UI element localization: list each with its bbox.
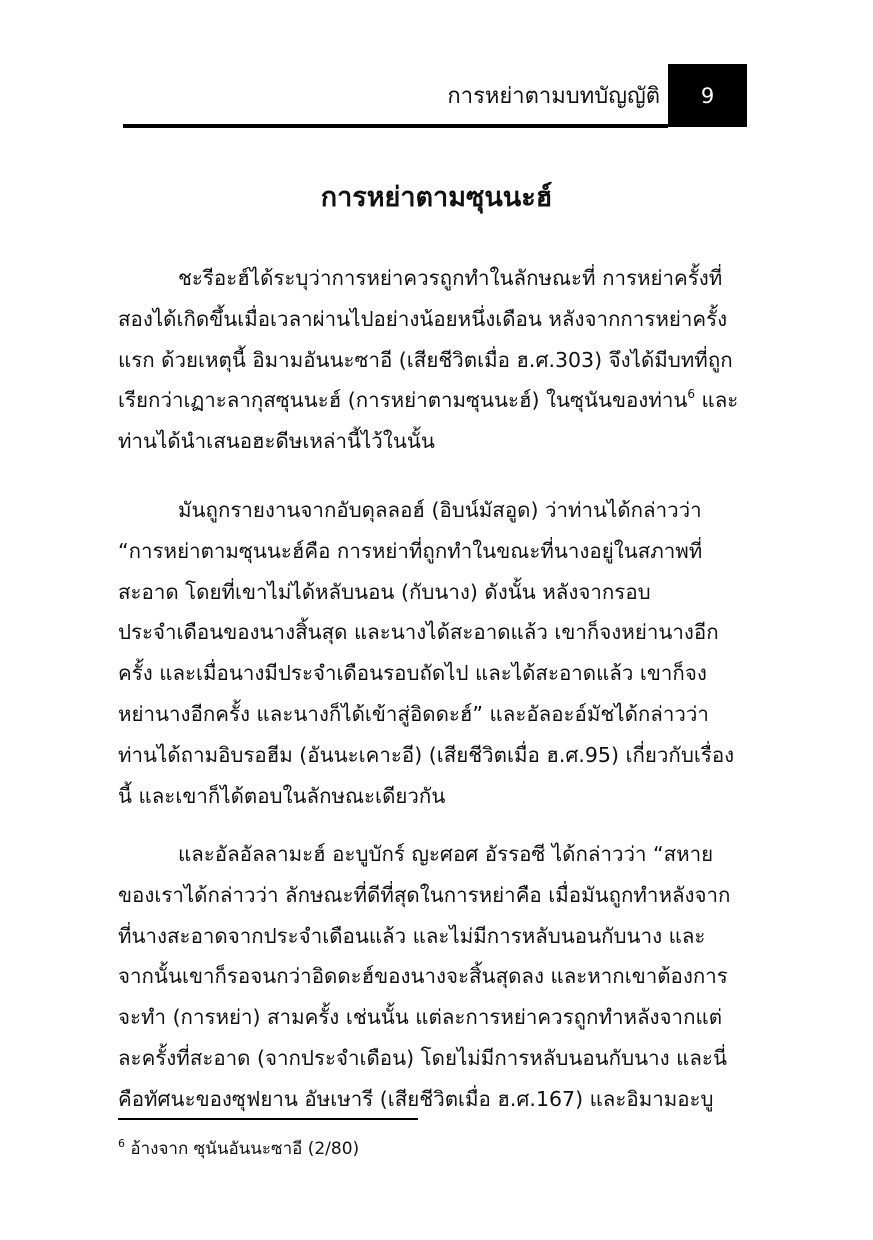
paragraph-line: จะทำ (การหย่า) สามครั้ง เช่นนั้น แต่ละการหย่าควรถูกทำหลังจากแต่ <box>118 1005 723 1030</box>
paragraph-line-with-footnote <box>118 380 755 421</box>
paragraph-line: และอัลอัลลามะฮ์ อะบูบักร์ ญะศอศ อัรรอซี ได้กล่าวว่า “สหาย <box>178 842 714 866</box>
paragraph-line: คือทัศนะของซุฟยาน อัษเษารี (เสียชีวิตเมื่อ ฮ.ศ.167) และอิมามอะบู <box>118 1086 714 1111</box>
page-number-box <box>668 64 747 127</box>
paragraph-line: แรก ด้วยเหตุนี้ อิมามอันนะซาอี (เสียชีวิตเมื่อ ฮ.ศ.303) จึงได้มีบทที่ถูก <box>118 347 733 372</box>
paragraph-line: ท่านได้นำเสนอฮะดีษเหล่านี้ไว้ในนั้น <box>118 429 435 454</box>
footnote-separator <box>118 1118 418 1120</box>
paragraph-line: สะอาด โดยที่เขาไม่ได้หลับนอน (กับนาง) ดังนั้น หลังจากรอบ <box>118 579 651 604</box>
paragraph-line: ละครั้งที่สะอาด (จากประจำเดือน) โดยไม่มีการหลับนอนกับนาง และนี่ <box>118 1045 727 1070</box>
paragraph-line: ของเราได้กล่าวว่า ลักษณะที่ดีที่สุดในการหย่าคือ เมื่อมันถูกทำหลังจาก <box>118 882 731 907</box>
footnote-reference[interactable]: 6 <box>687 387 695 402</box>
paragraph-line: “การหย่าตามซุนนะฮ์คือ การหย่าที่ถูกทำในขณะที่นางอยู่ในสภาพที่ <box>118 538 703 563</box>
paragraph-line-tail: และ <box>695 388 739 413</box>
paragraph-line: ชะรีอะฮ์ได้ระบุว่าการหย่าควรถูกทำในลักษณะที่ การหย่าครั้งที่ <box>178 266 723 290</box>
paragraph-2 <box>118 490 755 816</box>
paragraph-line-text: เรียกว่าเฏาะลากุสซุนนะฮ์ (การหย่าตามซุนนะฮ์) ในซุนันของท่าน <box>118 388 688 413</box>
chapter-title: การหย่าตามซุนนะฮ์ <box>320 182 553 213</box>
paragraph-line: ครั้ง และเมื่อนางมีประจำเดือนรอบถัดไป และได้สะอาดแล้ว เขาก็จง <box>118 661 707 686</box>
paragraph-line: มันถูกรายงานจากอับดุลลอฮ์ (อิบน์มัสอูด) ว่าท่านได้กล่าวว่า <box>178 498 702 522</box>
paragraph-line: หย่านางอีกครั้ง และนางก็ได้เข้าสู่อิดดะฮ์” และอัลอะอ์มัชได้กล่าวว่า <box>118 701 709 726</box>
paragraph-3 <box>118 834 755 1120</box>
footnote-text: อ้างจาก ซุนันอันนะซาอี (2/80) <box>125 1139 360 1159</box>
paragraph-line: สองได้เกิดขึ้นเมื่อเวลาผ่านไปอย่างน้อยหนึ่งเดือน หลังจากการหย่าครั้ง <box>118 306 728 331</box>
paragraph-1 <box>118 258 755 462</box>
paragraph-line: ท่านได้ถามอิบรอฮีม (อันนะเคาะอี) (เสียชีวิตเมื่อ ฮ.ศ.95) เกี่ยวกับเรื่อง <box>118 742 735 767</box>
footnote <box>118 1136 359 1162</box>
page-number: 9 <box>700 83 715 108</box>
footnote-number: 6 <box>118 1137 125 1150</box>
paragraph-line: นี้ และเขาก็ได้ตอบในลักษณะเดียวกัน <box>118 783 446 808</box>
running-title: การหย่าตามบทบัญญัติ <box>447 84 660 109</box>
paragraph-line: จากนั้นเขาก็รอจนกว่าอิดดะฮ์ของนางจะสิ้นสุดลง และหากเขาต้องการ <box>118 964 728 989</box>
paragraph-line: ประจำเดือนของนางสิ้นสุด และนางได้สะอาดแล้ว เขาก็จงหย่านางอีก <box>118 620 719 645</box>
header-rule <box>123 124 668 128</box>
paragraph-line: ที่นางสะอาดจากประจำเดือนแล้ว และไม่มีการหลับนอนกับนาง และ <box>118 923 706 948</box>
